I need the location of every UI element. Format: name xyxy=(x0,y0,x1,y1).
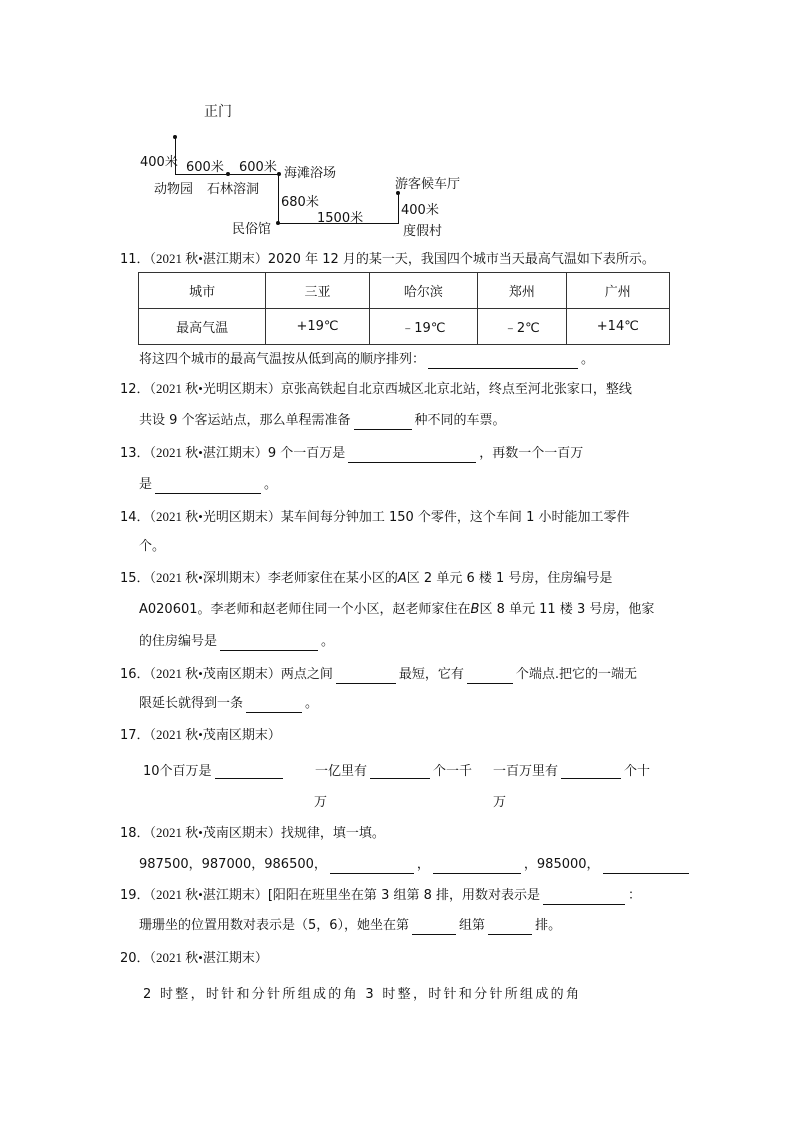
question-text: 限延长就得到一条 xyxy=(139,696,244,711)
question-source: （2021 秋•光明区期末） xyxy=(149,509,281,524)
answer-blank[interactable] xyxy=(246,698,302,713)
distance-label: 1500米 xyxy=(317,211,364,226)
area-letter: B xyxy=(470,602,480,617)
question-text: 个一千 xyxy=(433,764,473,779)
question-source: （2021 秋•光明区期末） xyxy=(149,381,281,396)
question-number: 18． xyxy=(120,826,150,841)
table-cell: 三亚 xyxy=(266,273,369,309)
question-11 xyxy=(120,250,655,269)
resort-label: 度假村 xyxy=(403,224,443,239)
punctuation: 。 xyxy=(581,352,595,367)
answer-blank[interactable] xyxy=(433,859,521,874)
question-14 xyxy=(120,508,629,527)
question-text: 某车间每分钟加工 150 个零件，这个车间 1 小时能加工零件 xyxy=(280,510,630,525)
question-text: 。李老师和赵老师住同一个小区，赵老师家住在 xyxy=(197,602,471,617)
question-source: （2021 秋•湛江期末） xyxy=(149,950,268,965)
table-cell: 广州 xyxy=(566,273,669,309)
question-source: （2021 秋•湛江期末） xyxy=(149,887,268,902)
q17-part-a xyxy=(143,760,286,779)
station-label: 游客候车厅 xyxy=(395,177,461,192)
question-13 xyxy=(120,444,583,463)
distance-label: 400米 xyxy=(401,203,439,218)
table-row xyxy=(139,309,670,345)
cave-label: 石林溶洞 xyxy=(207,182,260,197)
question-16 xyxy=(120,665,637,684)
question-source: （2021 秋•深圳期末） xyxy=(149,570,268,585)
question-text: 种不同的车票。 xyxy=(414,413,506,428)
answer-blank[interactable] xyxy=(428,354,578,369)
point-cave xyxy=(226,172,230,176)
room-code: A020601 xyxy=(139,602,198,617)
table-cell: ﹣19℃ xyxy=(369,309,477,345)
q17-part-c xyxy=(493,760,650,779)
question-number: 19． xyxy=(120,888,150,903)
question-17 xyxy=(120,726,281,745)
question-source: （2021 秋•茂南区期末） xyxy=(149,825,281,840)
point-gate xyxy=(173,135,177,139)
folk-label: 民俗馆 xyxy=(232,222,272,237)
question-text: 个端点.把它的一端无 xyxy=(515,667,638,682)
question-15 xyxy=(120,569,612,588)
punctuation: 。 xyxy=(305,696,319,711)
temperature-table xyxy=(138,272,670,345)
question-text: 找规律，填一填。 xyxy=(280,826,385,841)
table-cell: ﹣2℃ xyxy=(478,309,567,345)
question-text: 是 xyxy=(139,477,153,492)
answer-blank[interactable] xyxy=(561,764,621,779)
point-folk xyxy=(276,221,280,225)
question-number: 12． xyxy=(120,382,150,397)
question-source: （2021 秋•湛江期末） xyxy=(149,251,268,266)
table-cell: 最高气温 xyxy=(139,309,266,345)
question-text: 一百万里有 xyxy=(493,764,559,779)
question-text: 李老师家住在某小区的 xyxy=(267,571,398,586)
question-source: （2021 秋•湛江期末） xyxy=(149,445,268,460)
question-text: 的住房编号是 xyxy=(139,634,218,649)
question-number: 16． xyxy=(120,667,150,682)
question-text: 将这四个城市的最高气温按从低到高的顺序排列： xyxy=(139,352,426,367)
question-text: 万 xyxy=(493,795,507,810)
distance-label: 680米 xyxy=(281,195,319,210)
route-diagram xyxy=(0,0,794,250)
area-letter: A xyxy=(397,571,407,586)
question-text: 共设 9 个客运站点，那么单程需准备 xyxy=(139,413,351,428)
beach-label: 海滩浴场 xyxy=(284,166,337,181)
question-18 xyxy=(120,824,385,843)
q17-part-b xyxy=(315,760,472,779)
question-text: 区 8 单元 11 楼 3 号房，他家 xyxy=(479,602,655,617)
question-text: 个十 xyxy=(624,764,651,779)
question-text: ，再数一个一百万 xyxy=(479,446,584,461)
question-16-line2 xyxy=(139,695,318,713)
path-segment xyxy=(398,193,399,224)
question-source: （2021 秋•茂南区期末） xyxy=(149,727,281,742)
punctuation: ， xyxy=(416,857,430,872)
path-segment xyxy=(278,174,279,224)
sequence-text: 987500，987000，986500， xyxy=(139,857,327,872)
q20-text: 2 时整，时针和分针所组成的角 3 时整，时针和分针所组成的角 xyxy=(143,987,582,1002)
answer-blank[interactable] xyxy=(215,764,283,779)
question-number: 13． xyxy=(120,446,150,461)
table-cell: +14℃ xyxy=(566,309,669,345)
question-number: 11． xyxy=(120,252,150,267)
answer-blank[interactable] xyxy=(348,448,476,463)
answer-blank[interactable] xyxy=(412,920,456,935)
answer-blank[interactable] xyxy=(155,479,261,494)
answer-blank[interactable] xyxy=(467,669,513,684)
question-text: 10个百万是 xyxy=(143,764,212,779)
question-11-line2 xyxy=(139,351,594,369)
table-cell: 郑州 xyxy=(478,273,567,309)
question-number: 20． xyxy=(120,951,150,966)
question-number: 14． xyxy=(120,510,150,525)
answer-blank[interactable] xyxy=(543,890,625,905)
punctuation: 。 xyxy=(264,477,278,492)
table-cell: +19℃ xyxy=(266,309,369,345)
question-text: 组第 xyxy=(459,918,486,933)
distance-label: 600米 xyxy=(239,160,277,175)
question-text: 个。 xyxy=(139,539,166,554)
question-text: 京张高铁起自北京西城区北京北站，终点至河北张家口，整线 xyxy=(280,382,632,397)
question-text: 区 2 单元 6 楼 1 号房，住房编号是 xyxy=(406,571,613,586)
question-number: 15． xyxy=(120,571,150,586)
answer-blank[interactable] xyxy=(603,859,689,874)
question-20 xyxy=(120,949,268,968)
question-text: 一亿里有 xyxy=(315,764,368,779)
question-text: 万 xyxy=(314,795,328,810)
table-header-row xyxy=(139,273,670,309)
question-15-line2 xyxy=(139,601,654,619)
gate-label: 正门 xyxy=(204,104,232,120)
question-text: [阳阳在班里坐在第 3 组第 8 排，用数对表示是 xyxy=(267,888,541,903)
question-text: 两点之间 xyxy=(280,667,333,682)
answer-blank[interactable] xyxy=(488,920,532,935)
distance-label: 400米 xyxy=(140,155,178,170)
answer-blank[interactable] xyxy=(220,636,318,651)
answer-blank[interactable] xyxy=(354,415,412,430)
question-19-line2 xyxy=(139,917,561,935)
question-number: 17． xyxy=(120,728,150,743)
question-text: 最短，它有 xyxy=(398,667,464,682)
question-text: 2020 年 12 月的某一天，我国四个城市当天最高气温如下表所示。 xyxy=(267,252,655,267)
question-19 xyxy=(120,886,641,905)
question-12-line2 xyxy=(139,412,506,430)
answer-blank[interactable] xyxy=(330,859,414,874)
sequence-text: ，985000， xyxy=(523,857,600,872)
table-cell: 城市 xyxy=(139,273,266,309)
question-18-line2 xyxy=(139,856,692,874)
punctuation: ： xyxy=(628,888,642,903)
question-13-line2 xyxy=(139,476,277,494)
zoo-label: 动物园 xyxy=(154,182,194,197)
distance-label: 600米 xyxy=(186,160,224,175)
question-source: （2021 秋•茂南区期末） xyxy=(149,666,281,681)
question-text: 珊珊坐的位置用数对表示是（5，6），她坐在第 xyxy=(139,918,410,933)
punctuation: 。 xyxy=(321,634,335,649)
answer-blank[interactable] xyxy=(336,669,396,684)
question-text: 9 个一百万是 xyxy=(267,446,346,461)
question-text: 排。 xyxy=(535,918,562,933)
table-cell: 哈尔滨 xyxy=(369,273,477,309)
question-14-line2 xyxy=(139,538,165,556)
answer-blank[interactable] xyxy=(370,764,430,779)
question-15-line3 xyxy=(139,633,334,651)
question-12 xyxy=(120,380,632,399)
